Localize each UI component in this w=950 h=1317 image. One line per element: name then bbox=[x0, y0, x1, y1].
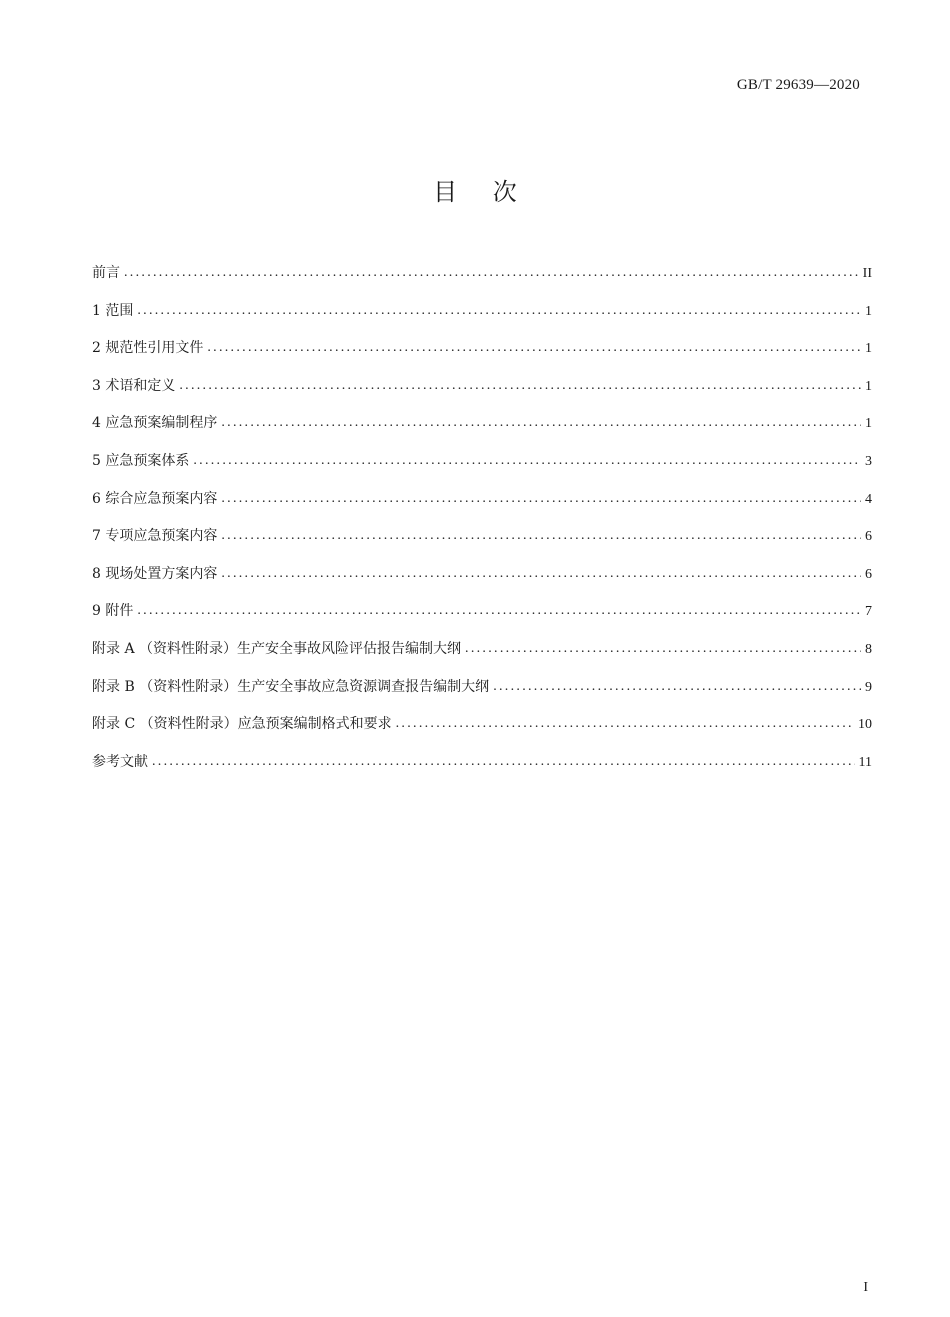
standard-code: GB/T 29639—2020 bbox=[736, 77, 860, 93]
toc-entry-page: 1 bbox=[865, 378, 872, 394]
toc-entry-page: 1 bbox=[865, 341, 872, 357]
toc-entry-label: 8 现场处置方案内容 bbox=[92, 565, 218, 582]
toc-entry-label: 3 术语和定义 bbox=[92, 377, 176, 394]
toc-leader-dots bbox=[179, 377, 861, 394]
toc-entry-page: 4 bbox=[865, 491, 872, 507]
table-of-contents bbox=[92, 262, 872, 788]
toc-entry-label: 5 应急预案体系 bbox=[92, 452, 190, 469]
toc-entry-attachments[interactable] bbox=[92, 600, 872, 638]
toc-entry-scope[interactable] bbox=[92, 300, 872, 338]
toc-entry-page: 6 bbox=[865, 566, 872, 582]
toc-entry-foreword[interactable] bbox=[92, 262, 872, 300]
toc-entry-onsite-plan[interactable] bbox=[92, 563, 872, 601]
toc-leader-dots bbox=[396, 715, 854, 732]
toc-entry-page: 11 bbox=[858, 754, 872, 770]
toc-entry-appendix-c[interactable] bbox=[92, 713, 872, 751]
toc-entry-label: 参考文献 bbox=[92, 753, 148, 770]
toc-entry-label: 附录 A （资料性附录）生产安全事故风险评估报告编制大纲 bbox=[92, 640, 462, 657]
toc-leader-dots bbox=[493, 678, 861, 695]
toc-entry-label: 9 附件 bbox=[92, 603, 134, 620]
toc-entry-system[interactable] bbox=[92, 450, 872, 488]
toc-entry-label: 7 专项应急预案内容 bbox=[92, 528, 218, 545]
toc-entry-bibliography[interactable] bbox=[92, 751, 872, 789]
toc-entry-page: 1 bbox=[865, 416, 872, 432]
toc-leader-dots bbox=[221, 490, 861, 507]
toc-leader-dots bbox=[193, 452, 861, 469]
toc-entry-label: 2 规范性引用文件 bbox=[92, 340, 204, 357]
toc-entry-appendix-b[interactable] bbox=[92, 676, 872, 714]
toc-entry-page: 6 bbox=[865, 529, 872, 545]
toc-entry-comprehensive-plan[interactable] bbox=[92, 488, 872, 526]
toc-leader-dots bbox=[137, 602, 861, 619]
toc-entry-label: 前言 bbox=[92, 265, 120, 281]
toc-leader-dots bbox=[124, 264, 859, 281]
toc-entry-label: 附录 B （资料性附录）生产安全事故应急资源调查报告编制大纲 bbox=[92, 678, 490, 695]
toc-entry-page: 8 bbox=[865, 641, 872, 657]
toc-leader-dots bbox=[221, 565, 861, 582]
toc-entry-appendix-a[interactable] bbox=[92, 638, 872, 676]
toc-entry-label: 4 应急预案编制程序 bbox=[92, 415, 218, 432]
toc-leader-dots bbox=[137, 302, 861, 319]
page-title: 目 次 bbox=[433, 178, 531, 206]
toc-entry-label: 附录 C （资料性附录）应急预案编制格式和要求 bbox=[92, 716, 392, 733]
toc-entry-special-plan[interactable] bbox=[92, 525, 872, 563]
toc-entry-normative-references[interactable] bbox=[92, 337, 872, 375]
toc-entry-terms[interactable] bbox=[92, 375, 872, 413]
toc-entry-procedure[interactable] bbox=[92, 412, 872, 450]
page-number: I bbox=[863, 1280, 868, 1295]
toc-entry-label: 6 综合应急预案内容 bbox=[92, 490, 218, 507]
toc-entry-label: 1 范围 bbox=[92, 302, 134, 319]
toc-leader-dots bbox=[465, 640, 861, 657]
toc-entry-page: 9 bbox=[865, 679, 872, 695]
toc-entry-page: II bbox=[862, 266, 872, 281]
toc-leader-dots bbox=[221, 414, 861, 431]
toc-leader-dots bbox=[221, 527, 861, 544]
toc-leader-dots bbox=[207, 339, 861, 356]
toc-entry-page: 3 bbox=[865, 453, 872, 469]
toc-entry-page: 1 bbox=[865, 303, 872, 319]
toc-entry-page: 10 bbox=[858, 717, 872, 733]
toc-entry-page: 7 bbox=[865, 604, 872, 620]
toc-leader-dots bbox=[152, 753, 855, 770]
